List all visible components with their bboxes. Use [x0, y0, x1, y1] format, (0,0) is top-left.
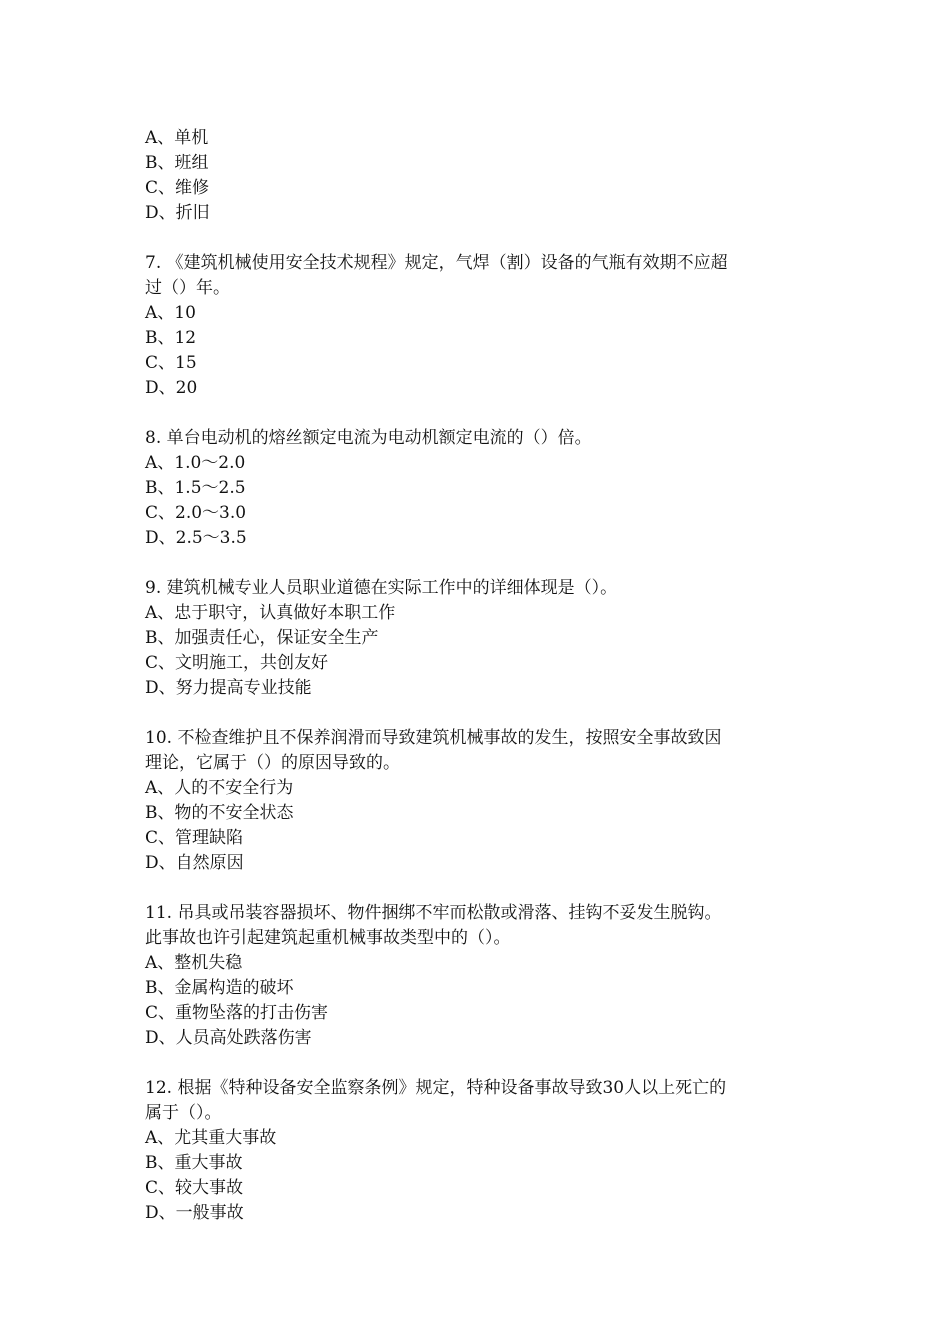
- spacer: [145, 1051, 825, 1076]
- q10-option-a: A、人的不安全行为: [145, 778, 294, 798]
- spacer: [145, 701, 825, 726]
- q12-stem-line-1: 12. 根据《特种设备安全监察条例》规定，特种设备事故导致30人以上死亡的: [145, 1078, 727, 1098]
- q11-option-b: B、金属构造的破坏: [145, 978, 294, 998]
- q12-stem-line-2: 属于（）。: [145, 1103, 222, 1123]
- q10-option-d: D、自然原因: [145, 853, 244, 873]
- spacer: [145, 401, 825, 426]
- q6-option-c: C、维修: [145, 178, 210, 198]
- question-11: [145, 901, 825, 1051]
- q6-option-a: A、单机: [145, 128, 209, 148]
- document-page: [145, 126, 825, 1226]
- q8-stem-line-1: 8. 单台电动机的熔丝额定电流为电动机额定电流的（）倍。: [145, 428, 592, 448]
- q7-option-c: C、15: [145, 353, 197, 373]
- q10-stem-line-1: 10. 不检查维护且不保养润滑而导致建筑机械事故的发生，按照安全事故致因: [145, 728, 722, 748]
- q10-option-c: C、管理缺陷: [145, 828, 244, 848]
- q10-option-b: B、物的不安全状态: [145, 803, 294, 823]
- q11-option-d: D、人员高处跌落伤害: [145, 1028, 312, 1048]
- q9-stem-line-1: 9. 建筑机械专业人员职业道德在实际工作中的详细体现是（）。: [145, 578, 618, 598]
- question-10: [145, 726, 825, 876]
- question-6-options: [145, 126, 825, 226]
- q10-stem-line-2: 理论，它属于（）的原因导致的。: [145, 753, 400, 773]
- q8-option-c: C、2.0～3.0: [145, 503, 247, 523]
- q8-option-d: D、2.5～3.5: [145, 528, 247, 548]
- q9-option-c: C、文明施工，共创友好: [145, 653, 329, 673]
- q7-option-d: D、20: [145, 378, 198, 398]
- q11-stem-line-1: 11. 吊具或吊装容器损坏、物件捆绑不牢而松散或滑落、挂钩不妥发生脱钩。: [145, 903, 722, 923]
- question-7: [145, 251, 825, 401]
- q12-option-d: D、一般事故: [145, 1203, 244, 1223]
- q7-option-b: B、12: [145, 328, 197, 348]
- q9-option-a: A、忠于职守，认真做好本职工作: [145, 603, 396, 623]
- q6-option-d: D、折旧: [145, 203, 210, 223]
- q11-stem-line-2: 此事故也许引起建筑起重机械事故类型中的（）。: [145, 928, 511, 948]
- q9-option-b: B、加强责任心，保证安全生产: [145, 628, 379, 648]
- q6-option-b: B、班组: [145, 153, 209, 173]
- q8-option-b: B、1.5～2.5: [145, 478, 246, 498]
- q7-stem-line-1: 7. 《建筑机械使用安全技术规程》规定，气焊（割）设备的气瓶有效期不应超: [145, 253, 728, 273]
- question-9: [145, 576, 825, 701]
- q12-option-a: A、尤其重大事故: [145, 1128, 277, 1148]
- spacer: [145, 876, 825, 901]
- q9-option-d: D、努力提高专业技能: [145, 678, 312, 698]
- q8-option-a: A、1.0～2.0: [145, 453, 246, 473]
- spacer: [145, 551, 825, 576]
- spacer: [145, 226, 825, 251]
- q7-stem-line-2: 过（）年。: [145, 278, 230, 298]
- q7-option-a: A、10: [145, 303, 196, 323]
- q12-option-c: C、较大事故: [145, 1178, 244, 1198]
- q12-option-b: B、重大事故: [145, 1153, 243, 1173]
- question-12: [145, 1076, 825, 1226]
- question-8: [145, 426, 825, 551]
- q11-option-c: C、重物坠落的打击伤害: [145, 1003, 329, 1023]
- q11-option-a: A、整机失稳: [145, 953, 243, 973]
